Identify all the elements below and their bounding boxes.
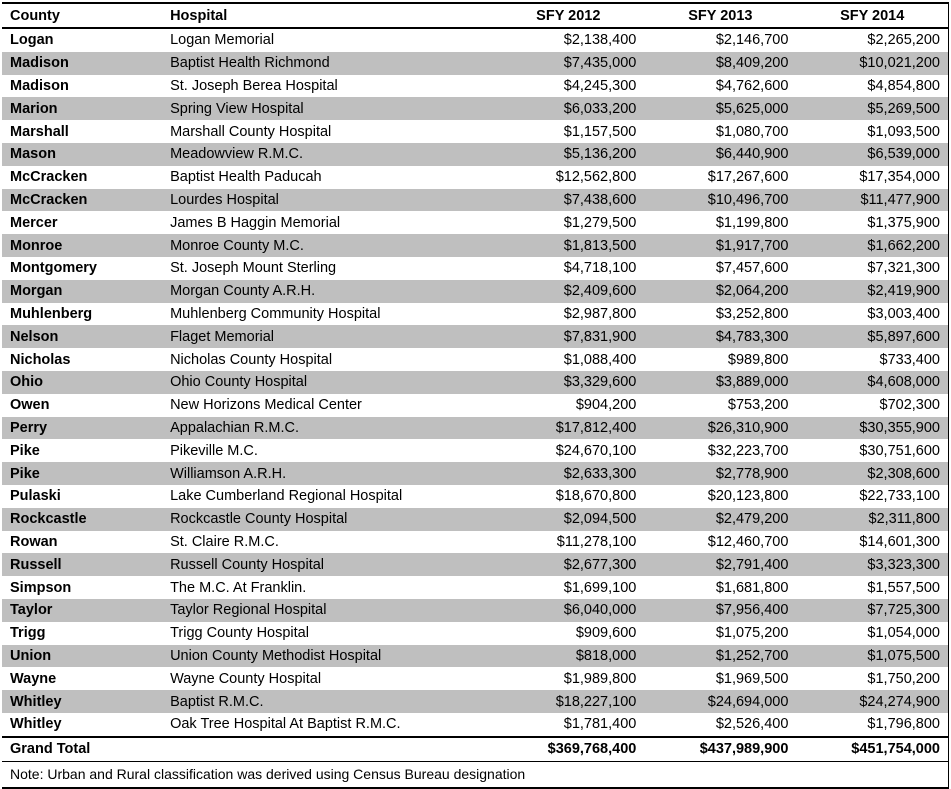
county-cell: Whitley [10, 693, 62, 710]
sfy2012-cell: $17,812,400 [555, 419, 637, 436]
hospital-cell: Meadowview R.M.C. [170, 146, 304, 163]
sfy2013-cell: $3,889,000 [715, 374, 789, 391]
sfy2012-cell: $12,562,800 [555, 169, 637, 186]
hospital-cell: Wayne County Hospital [170, 670, 322, 687]
sfy2014-cell: $1,662,200 [867, 237, 940, 254]
county-cell: Trigg [10, 625, 46, 642]
hospital-cell: St. Claire R.M.C. [170, 533, 279, 550]
table-row [2, 120, 949, 143]
sfy2014-cell: $3,323,300 [867, 556, 940, 573]
county-cell: Morgan [10, 283, 63, 300]
sfy2014-cell: $1,750,200 [867, 670, 940, 687]
header-row [2, 3, 949, 28]
sfy2014-cell: $11,477,900 [860, 191, 940, 208]
sfy2014-cell: $24,274,900 [859, 693, 940, 710]
column-header-hospital: Hospital [162, 3, 492, 28]
grand-total-sfy2014: $451,754,000 [796, 737, 948, 762]
sfy2013-cell: $2,526,400 [715, 716, 789, 733]
table-row [2, 531, 949, 554]
sfy2013-cell: $32,223,700 [707, 442, 789, 459]
sfy2013-cell: $2,479,200 [715, 511, 789, 528]
table-row [2, 439, 949, 462]
table-row [2, 713, 949, 737]
table-row [2, 257, 949, 280]
county-cell: Marshall [10, 123, 69, 140]
grand-total-row [2, 737, 949, 762]
sfy2014-cell: $10,021,200 [859, 55, 940, 72]
table-row [2, 75, 949, 98]
county-cell: Monroe [10, 237, 63, 254]
sfy2012-cell: $2,409,600 [563, 283, 637, 300]
sfy2012-cell: $2,633,300 [563, 465, 637, 482]
table-note: Note: Urban and Rural classification was derived using Census Bureau designation [2, 761, 949, 788]
column-header-sfy2014: SFY 2014 [796, 3, 948, 28]
sfy2013-cell: $12,460,700 [707, 533, 789, 550]
sfy2014-cell: $6,539,000 [867, 146, 940, 163]
sfy2012-cell: $7,438,600 [563, 191, 637, 208]
sfy2014-cell: $3,003,400 [867, 305, 940, 322]
county-cell: Whitley [10, 716, 62, 733]
county-cell: Montgomery [10, 260, 97, 277]
sfy2014-cell: $1,093,500 [867, 123, 940, 140]
county-cell: Wayne [10, 670, 57, 687]
county-cell: Pike [10, 465, 40, 482]
table-row [2, 325, 949, 348]
hospital-cell: New Horizons Medical Center [170, 397, 362, 414]
hospital-cell: Baptist Health Richmond [170, 55, 330, 72]
hospital-cell: Rockcastle County Hospital [170, 511, 348, 528]
hospital-cell: Logan Memorial [170, 32, 275, 49]
sfy2014-cell: $7,321,300 [867, 260, 940, 277]
sfy2013-cell: $6,440,900 [715, 146, 789, 163]
county-cell: Rowan [10, 533, 58, 550]
hospital-cell: Pikeville M.C. [170, 442, 258, 459]
hospital-cell: Lake Cumberland Regional Hospital [170, 488, 403, 505]
county-cell: Russell [10, 556, 62, 573]
table-row [2, 234, 949, 257]
sfy2012-cell: $4,718,100 [563, 260, 637, 277]
table-row [2, 166, 949, 189]
sfy2013-cell: $24,694,000 [707, 693, 789, 710]
table-row [2, 690, 949, 713]
sfy2013-cell: $8,409,200 [715, 55, 789, 72]
table-row [2, 645, 949, 668]
sfy2012-cell: $1,088,400 [563, 351, 637, 368]
sfy2013-cell: $2,791,400 [715, 556, 789, 573]
table-row [2, 508, 949, 531]
grand-total-sfy2012: $369,768,400 [492, 737, 644, 762]
table-row [2, 97, 949, 120]
sfy2012-cell: $2,677,300 [563, 556, 637, 573]
hospital-cell: Williamson A.R.H. [170, 465, 287, 482]
hospital-cell: Appalachian R.M.C. [170, 419, 300, 436]
county-cell: Mercer [10, 214, 58, 231]
county-cell: McCracken [10, 169, 88, 186]
county-cell: McCracken [10, 191, 88, 208]
county-cell: Mason [10, 146, 56, 163]
county-cell: Rockcastle [10, 511, 87, 528]
sfy2014-cell: $1,075,500 [867, 647, 940, 664]
county-cell: Simpson [10, 579, 72, 596]
county-cell: Madison [10, 55, 69, 72]
table-row [2, 189, 949, 212]
sfy2012-cell: $18,670,800 [555, 488, 637, 505]
sfy2012-cell: $3,329,600 [563, 374, 637, 391]
sfy2013-cell: $1,917,700 [715, 237, 789, 254]
table-row [2, 143, 949, 166]
sfy2013-cell: $26,310,900 [707, 419, 789, 436]
sfy2014-cell: $702,300 [879, 397, 940, 414]
table-row [2, 211, 949, 234]
hospital-cell: Flaget Memorial [170, 328, 275, 345]
sfy2014-cell: $4,608,000 [867, 374, 940, 391]
hospital-spending-table [2, 2, 949, 789]
sfy2012-cell: $818,000 [575, 647, 637, 664]
sfy2013-cell: $1,969,500 [715, 670, 789, 687]
hospital-cell: Monroe County M.C. [170, 237, 304, 254]
hospital-cell: Ohio County Hospital [170, 374, 308, 391]
sfy2013-cell: $4,762,600 [715, 77, 789, 94]
sfy2014-cell: $4,854,800 [867, 77, 940, 94]
hospital-cell: Trigg County Hospital [170, 625, 309, 642]
hospital-cell: Muhlenberg Community Hospital [170, 305, 381, 322]
hospital-cell: Spring View Hospital [170, 100, 304, 117]
table-row [2, 303, 949, 326]
hospital-cell: Lourdes Hospital [170, 191, 279, 208]
sfy2014-cell: $5,269,500 [867, 100, 940, 117]
grand-total-label: Grand Total [2, 737, 162, 762]
sfy2012-cell: $6,040,000 [563, 602, 637, 619]
sfy2012-cell: $1,781,400 [563, 716, 637, 733]
table-row [2, 417, 949, 440]
sfy2013-cell: $1,075,200 [715, 625, 789, 642]
sfy2012-cell: $1,157,500 [563, 123, 637, 140]
sfy2014-cell: $22,733,100 [859, 488, 940, 505]
table-row [2, 52, 949, 75]
sfy2014-cell: $1,557,500 [867, 579, 940, 596]
table-body [2, 28, 949, 737]
hospital-cell: James B Haggin Memorial [170, 214, 341, 231]
sfy2014-cell: $5,897,600 [867, 328, 940, 345]
sfy2012-cell: $11,278,100 [556, 533, 637, 550]
table-row [2, 371, 949, 394]
sfy2014-cell: $2,419,900 [867, 283, 940, 300]
table-row [2, 28, 949, 52]
sfy2013-cell: $2,146,700 [715, 32, 789, 49]
county-cell: Nelson [10, 328, 59, 345]
table-row [2, 553, 949, 576]
sfy2012-cell: $909,600 [575, 625, 637, 642]
sfy2012-cell: $7,831,900 [563, 328, 637, 345]
sfy2014-cell: $14,601,300 [859, 533, 940, 550]
county-cell: Union [10, 647, 52, 664]
hospital-cell: Taylor Regional Hospital [170, 602, 327, 619]
table-row [2, 576, 949, 599]
table-row [2, 394, 949, 417]
sfy2013-cell: $4,783,300 [715, 328, 789, 345]
sfy2014-cell: $2,311,800 [868, 511, 940, 528]
column-header-sfy2013: SFY 2013 [644, 3, 796, 28]
sfy2012-cell: $2,094,500 [563, 511, 637, 528]
sfy2013-cell: $3,252,800 [715, 305, 789, 322]
hospital-cell: Union County Methodist Hospital [170, 647, 382, 664]
hospital-cell: St. Joseph Mount Sterling [170, 260, 337, 277]
sfy2014-cell: $2,308,600 [867, 465, 940, 482]
sfy2012-cell: $6,033,200 [563, 100, 637, 117]
county-cell: Pulaski [10, 488, 61, 505]
sfy2014-cell: $30,751,600 [859, 442, 940, 459]
sfy2014-cell: $1,796,800 [867, 716, 940, 733]
sfy2013-cell: $1,681,800 [715, 579, 789, 596]
sfy2013-cell: $5,625,000 [715, 100, 789, 117]
sfy2014-cell: $17,354,000 [859, 169, 940, 186]
sfy2012-cell: $2,138,400 [563, 32, 637, 49]
county-cell: Muhlenberg [10, 305, 93, 322]
grand-total-spacer [162, 737, 492, 762]
hospital-cell: Nicholas County Hospital [170, 351, 333, 368]
hospital-cell: Morgan County A.R.H. [170, 283, 316, 300]
sfy2012-cell: $24,670,100 [555, 442, 637, 459]
sfy2013-cell: $7,457,600 [715, 260, 789, 277]
county-cell: Marion [10, 100, 58, 117]
sfy2014-cell: $733,400 [879, 351, 940, 368]
county-cell: Madison [10, 77, 69, 94]
column-header-county: County [2, 3, 162, 28]
table-row [2, 599, 949, 622]
sfy2014-cell: $30,355,900 [859, 419, 940, 436]
table-row [2, 667, 949, 690]
sfy2013-cell: $2,064,200 [715, 283, 789, 300]
table-row [2, 622, 949, 645]
sfy2013-cell: $17,267,600 [707, 169, 789, 186]
sfy2013-cell: $989,800 [727, 351, 789, 368]
sfy2014-cell: $1,375,900 [867, 214, 940, 231]
sfy2012-cell: $2,987,800 [563, 305, 637, 322]
hospital-cell: St. Joseph Berea Hospital [170, 77, 338, 94]
sfy2012-cell: $18,227,100 [555, 693, 637, 710]
hospital-cell: Baptist Health Paducah [170, 169, 322, 186]
sfy2014-cell: $2,265,200 [867, 32, 940, 49]
hospital-cell: The M.C. At Franklin. [170, 579, 307, 596]
county-cell: Nicholas [10, 351, 71, 368]
grand-total-sfy2013: $437,989,900 [644, 737, 796, 762]
sfy2013-cell: $7,956,400 [715, 602, 789, 619]
sfy2014-cell: $7,725,300 [867, 602, 940, 619]
sfy2013-cell: $1,252,700 [715, 647, 789, 664]
sfy2012-cell: $1,699,100 [563, 579, 637, 596]
sfy2012-cell: $1,989,800 [563, 670, 637, 687]
sfy2012-cell: $4,245,300 [563, 77, 637, 94]
county-cell: Logan [10, 32, 54, 49]
table-row [2, 462, 949, 485]
county-cell: Taylor [10, 602, 53, 619]
sfy2013-cell: $753,200 [727, 397, 789, 414]
table-row [2, 485, 949, 508]
county-cell: Pike [10, 442, 40, 459]
sfy2013-cell: $2,778,900 [715, 465, 789, 482]
sfy2012-cell: $5,136,200 [563, 146, 637, 163]
table-row [2, 348, 949, 371]
county-cell: Owen [10, 397, 50, 414]
hospital-cell: Oak Tree Hospital At Baptist R.M.C. [170, 716, 401, 733]
sfy2012-cell: $7,435,000 [563, 55, 637, 72]
sfy2013-cell: $20,123,800 [707, 488, 789, 505]
sfy2012-cell: $1,279,500 [563, 214, 637, 231]
sfy2012-cell: $1,813,500 [563, 237, 637, 254]
sfy2013-cell: $1,199,800 [715, 214, 789, 231]
hospital-cell: Marshall County Hospital [170, 123, 332, 140]
county-cell: Perry [10, 419, 48, 436]
hospital-cell: Russell County Hospital [170, 556, 325, 573]
sfy2013-cell: $1,080,700 [715, 123, 789, 140]
county-cell: Ohio [10, 374, 44, 391]
table-row [2, 280, 949, 303]
sfy2013-cell: $10,496,700 [707, 191, 789, 208]
column-header-sfy2012: SFY 2012 [492, 3, 644, 28]
sfy2014-cell: $1,054,000 [867, 625, 940, 642]
hospital-cell: Baptist R.M.C. [170, 693, 264, 710]
sfy2012-cell: $904,200 [575, 397, 637, 414]
note-row [2, 761, 949, 788]
